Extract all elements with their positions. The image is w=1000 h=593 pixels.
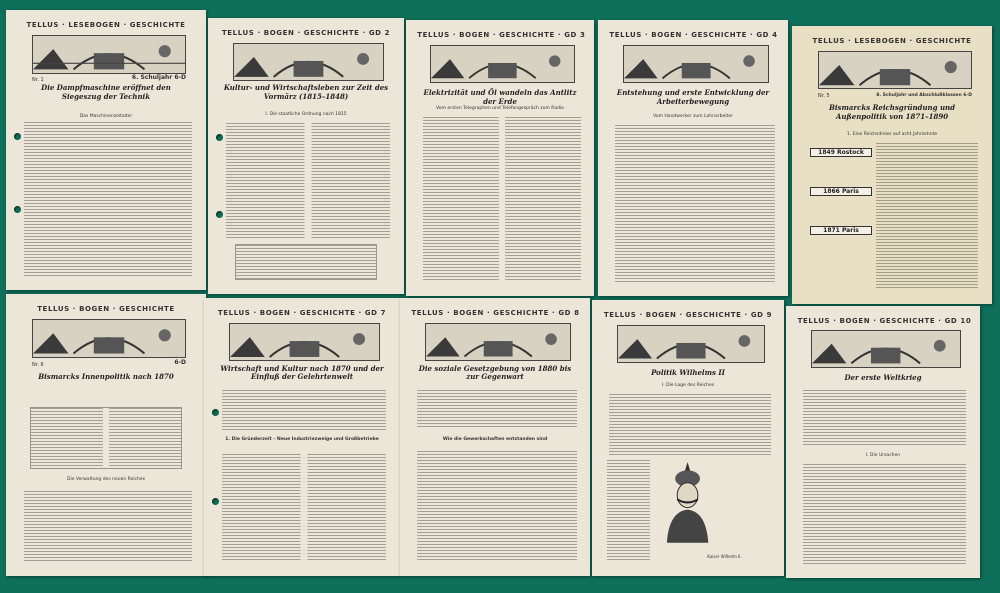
banner-illustration xyxy=(623,45,769,83)
sheet-header: TELLUS · BOGEN · GESCHICHTE · GD 2 xyxy=(221,29,391,38)
sheet-header: TELLUS · BOGEN · GESCHICHTE · GD 4 xyxy=(609,31,778,40)
sheet-title: Politik Wilhelms II xyxy=(651,368,725,377)
sheet-title: Elektrizität und Öl wandeln das Antlitz der Erde xyxy=(423,88,577,106)
sheet-header: TELLUS · BOGEN · GESCHICHTE · GD 8 xyxy=(411,309,580,318)
body-text xyxy=(226,123,391,239)
sheet-subtitle: I. Die Lage des Reiches xyxy=(661,382,715,388)
date-box: 1849 Rostock xyxy=(810,148,872,157)
banner-illustration xyxy=(32,319,186,358)
sheet-header: TELLUS · BOGEN · GESCHICHTE · GD 10 xyxy=(797,316,972,325)
sheet-header: TELLUS · LESEBOGEN · GESCHICHTE xyxy=(26,21,186,30)
sheet-header: TELLUS · LESEBOGEN · GESCHICHTE xyxy=(812,37,972,46)
kaiser-portrait-illustration xyxy=(653,460,722,543)
body-text xyxy=(24,491,192,562)
sheet-title: Bismarcks Innenpolitik nach 1870 xyxy=(38,371,174,381)
punch-hole xyxy=(14,133,21,140)
sheet-header: TELLUS · BOGEN · GESCHICHTE · GD 3 xyxy=(417,31,586,40)
banner-illustration xyxy=(425,323,571,361)
body-text xyxy=(803,390,966,447)
sheet-header: TELLUS · BOGEN · GESCHICHTE · GD 9 xyxy=(603,311,773,320)
sheet-subtitle: Wie die Gewerkschaften entstanden sind xyxy=(442,437,548,442)
sheet-title: Die soziale Gesetzgebung von 1880 bis zur Gegenwart xyxy=(418,363,572,382)
punch-hole xyxy=(216,134,223,141)
sheet-10 xyxy=(786,306,980,578)
banner-illustration xyxy=(818,51,972,89)
sheet-subtitle: I. Die Ursachen xyxy=(865,452,901,458)
sheet-header: TELLUS · BOGEN · GESCHICHTE xyxy=(37,305,175,314)
sheet-number: Nr. 6 xyxy=(32,361,44,368)
sheet-subtitle: Vom ersten Telegraphen und Telefongespräch zum Radio xyxy=(436,105,564,111)
body-text xyxy=(423,117,581,283)
boxed-note xyxy=(235,244,376,280)
sheet-7 xyxy=(204,298,400,576)
banner-illustration xyxy=(430,45,575,83)
date-box: 1871 Paris xyxy=(810,226,872,235)
sheet-subtitle: Die Verwaltung des neuen Reiches xyxy=(66,477,145,483)
banner-illustration xyxy=(32,35,186,73)
sheet-9 xyxy=(592,300,784,576)
portrait-caption: Kaiser Wilhelm II. xyxy=(707,553,742,559)
sheet-subtitle: I. Die staatliche Ordnung nach 1815 xyxy=(265,111,347,117)
punch-hole xyxy=(212,409,219,416)
sheet-subtitle: 1. Die Gründerzeit – Neue Industriezweige und Großbetriebe xyxy=(225,437,379,442)
sheet-subtitle: 1. Eine Reichsdreier auf acht Jahrzehnte xyxy=(846,131,938,137)
date-box: 1866 Paris xyxy=(810,187,872,196)
sheet-title: Kultur- und Wirtschaftsleben zur Zeit des Vormärz (1815–1848) xyxy=(223,83,389,101)
banner-illustration xyxy=(229,323,380,361)
sheet-title: Die Dampfmaschine eröffnet den Siegeszug der Technik xyxy=(41,83,171,101)
sheet-title: Bismarcks Reichsgründung und Außenpolitik von 1871–1890 xyxy=(828,102,956,121)
sheet-level: 6-D xyxy=(174,358,186,366)
sheet-subtitle: Das Maschinenzeitalter xyxy=(79,113,133,119)
body-text xyxy=(615,125,775,282)
sheet-number: Nr. 1 xyxy=(32,77,44,84)
punch-hole xyxy=(212,498,219,505)
body-text xyxy=(24,122,192,276)
sheet-level: 8. Schuljahr und Abschlußklassen 6-D xyxy=(876,92,972,98)
structure-table xyxy=(30,407,182,469)
sheet-number: Nr. 5 xyxy=(818,92,830,99)
sheet-4 xyxy=(598,20,788,296)
body-text xyxy=(876,143,978,290)
sheet-5 xyxy=(792,26,992,304)
sheet-2 xyxy=(208,18,404,294)
sheet-subtitle: Vom Handwerker zum Lohnarbeiter xyxy=(653,113,733,119)
body-text xyxy=(607,460,649,562)
body-text xyxy=(417,451,577,562)
sheet-level: 6. Schuljahr 6-D xyxy=(131,74,186,82)
sheet-title: Entstehung und erste Entwicklung der Arbeiterbewegung xyxy=(616,88,770,106)
body-text xyxy=(222,390,387,432)
banner-illustration xyxy=(811,330,960,367)
sheet-title: Wirtschaft und Kultur nach 1870 und der Einfluß der Gelehrtenwelt xyxy=(220,363,384,382)
punch-hole xyxy=(216,211,223,218)
sheet-3 xyxy=(406,20,594,296)
banner-illustration xyxy=(617,325,765,363)
sheet-6 xyxy=(6,294,206,576)
sheet-1 xyxy=(6,10,206,290)
body-text xyxy=(609,394,770,455)
sheet-title: Der erste Weltkrieg xyxy=(844,373,922,382)
body-text xyxy=(222,454,387,562)
body-text xyxy=(417,390,577,429)
banner-illustration xyxy=(233,43,384,81)
punch-hole xyxy=(14,206,21,213)
sheet-header: TELLUS · BOGEN · GESCHICHTE · GD 7 xyxy=(217,309,387,318)
body-text xyxy=(803,464,966,565)
sheet-8 xyxy=(400,298,590,576)
